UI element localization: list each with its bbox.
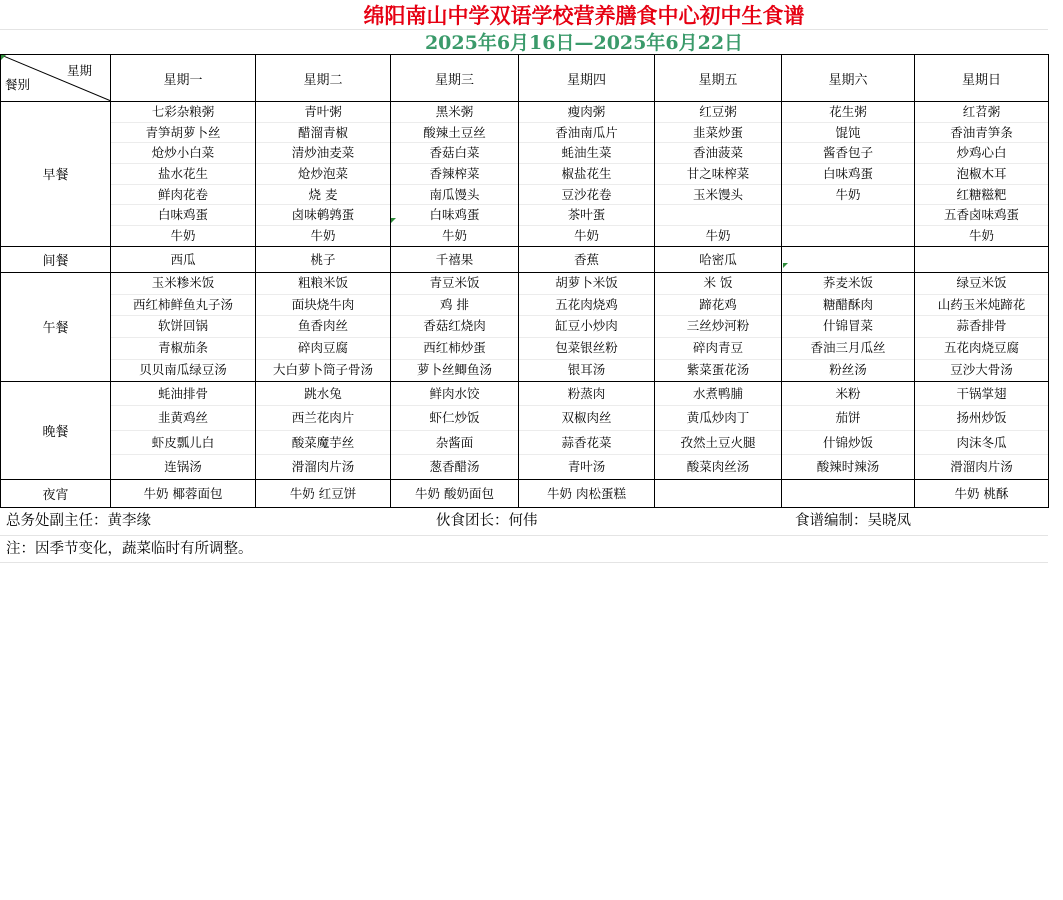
menu-cell: 桃子 [256, 246, 391, 272]
dish-item: 蒜香排骨 [915, 316, 1048, 338]
menu-cell [915, 272, 1049, 381]
dish-item: 韭黄鸡丝 [111, 406, 255, 431]
dish-item: 青椒茄条 [111, 338, 255, 360]
dish-item: 烧 麦 [256, 185, 390, 206]
dish-item: 鲜肉水饺 [391, 382, 518, 407]
date-range: 2025年6月16日—2025年6月22日 [424, 32, 744, 54]
meal-row-breakfast [1, 102, 1049, 247]
dish-item: 鲜肉花卷 [111, 185, 255, 206]
dish-item: 荞麦米饭 [782, 273, 914, 295]
cell-marker-icon [783, 263, 788, 268]
dish-item: 孜然土豆火腿 [655, 431, 781, 456]
page-title: 绵阳南山中学双语学校营养膳食中心初中生食谱 [0, 0, 1048, 30]
dish-item: 五花肉烧豆腐 [915, 338, 1048, 360]
menu-cell [391, 381, 519, 479]
dish-item: 茶叶蛋 [519, 205, 654, 226]
dish-item: 牛奶 [573, 228, 599, 244]
dish-item: 酸菜魔芋丝 [256, 431, 390, 456]
dish-item: 豆沙花卷 [519, 185, 654, 206]
dish-item: 红糖糍粑 [915, 185, 1048, 206]
footnote: 注：因季节变化，蔬菜临时有所调整。 [0, 536, 1048, 563]
dish-item: 水煮鸭脯 [655, 382, 781, 407]
menu-cell [782, 381, 915, 479]
dish-item: 牛奶 [782, 185, 914, 206]
dish-item: 醋溜青椒 [256, 123, 390, 144]
dish-item: 椒盐花生 [519, 164, 654, 185]
menu-cell: 牛奶 红豆饼 [256, 479, 391, 507]
dish-item: 干锅掌翅 [915, 382, 1048, 407]
dish-item: 扬州炒饭 [915, 406, 1048, 431]
dish-item: 豆沙大骨汤 [950, 362, 1013, 377]
dish-item: 酸辣时辣汤 [816, 459, 880, 475]
dish-item: 青叶粥 [256, 102, 390, 123]
day-header: 星期日 [915, 55, 1049, 102]
menu-cell [782, 102, 915, 247]
menu-cell [655, 381, 782, 479]
cell-marker-icon [1, 55, 6, 60]
dish-item: 蒜香花菜 [519, 431, 654, 456]
day-header: 星期三 [391, 55, 519, 102]
dish-item: 肉沫冬瓜 [915, 431, 1048, 456]
dish-item: 米 饭 [655, 273, 781, 295]
menu-cell [391, 272, 519, 381]
dish-item: 虾皮瓢儿白 [111, 431, 255, 456]
menu-cell: 牛奶 肉松蛋糕 [519, 479, 655, 507]
dish-item: 鱼香肉丝 [256, 316, 390, 338]
dish-item: 粉丝汤 [829, 362, 867, 377]
dish-item: 香油南瓜片 [519, 123, 654, 144]
meal-row-dinner [1, 381, 1049, 479]
dish-item: 西红柿炒蛋 [391, 338, 518, 360]
dish-item: 缸豆小炒肉 [519, 316, 654, 338]
day-header: 星期四 [519, 55, 655, 102]
director-name: 总务处副主任：黄李缘 [6, 512, 151, 529]
dish-item: 牛奶 [310, 228, 336, 244]
dish-item: 青笋胡萝卜丝 [111, 123, 255, 144]
corner-meal-label: 餐别 [5, 77, 31, 92]
dish-item: 盐水花生 [111, 164, 255, 185]
menu-cell [655, 272, 782, 381]
dish-item: 牛奶 [968, 228, 994, 244]
dish-item: 米粉 [782, 382, 914, 407]
dish-item: 蚝油生菜 [519, 143, 654, 164]
menu-cell [519, 381, 655, 479]
day-header: 星期二 [256, 55, 391, 102]
menu-cell [111, 102, 256, 247]
dish-item: 五香卤味鸡蛋 [915, 205, 1048, 226]
dish-item: 碎肉青豆 [655, 338, 781, 360]
dish-item: 碎肉豆腐 [256, 338, 390, 360]
dish-item: 青叶汤 [567, 459, 606, 475]
dish-item: 玉米馒头 [655, 185, 781, 206]
menu-cell [782, 479, 915, 507]
menu-cell [915, 102, 1049, 247]
dish-item: 鸡 排 [391, 295, 518, 317]
menu-cell [256, 102, 391, 247]
dish-item: 滑溜肉片汤 [950, 459, 1013, 475]
dish-item: 卤味鹌鹑蛋 [256, 205, 390, 226]
dish-item: 清炒油麦菜 [256, 143, 390, 164]
meal-label: 间餐 [1, 246, 111, 272]
header-row [1, 55, 1049, 102]
menu-cell: 牛奶 桃酥 [915, 479, 1049, 507]
dish-item: 五花肉烧鸡 [519, 295, 654, 317]
menu-cell: 西瓜 [111, 246, 256, 272]
dish-item: 白味鸡蛋 [782, 164, 914, 185]
dish-item: 西兰花肉片 [256, 406, 390, 431]
dish-item: 紫菜蛋花汤 [686, 362, 750, 377]
menu-cell: 香蕉 [519, 246, 655, 272]
dish-item: 什锦冒菜 [782, 316, 914, 338]
meal-row-night [1, 479, 1049, 507]
dish-item: 贝贝南瓜绿豆汤 [139, 362, 227, 377]
dish-item: 粗粮米饭 [256, 273, 390, 295]
dish-item: 西红柿鲜鱼丸子汤 [111, 295, 255, 317]
menu-cell [256, 272, 391, 381]
leader-name: 伙食团长：何伟 [436, 512, 538, 529]
dish-item: 香油三月瓜丝 [782, 338, 914, 360]
menu-cell [391, 102, 519, 247]
meal-label: 夜宵 [1, 479, 111, 507]
dish-item: 泡椒木耳 [915, 164, 1048, 185]
menu-cell: 牛奶 酸奶面包 [391, 479, 519, 507]
menu-cell [915, 381, 1049, 479]
dish-item: 三丝炒河粉 [655, 316, 781, 338]
dish-item: 双椒肉丝 [519, 406, 654, 431]
dish-item: 跳水兔 [256, 382, 390, 407]
dish-item: 葱香醋汤 [429, 459, 480, 475]
menu-cell: 牛奶 椰蓉面包 [111, 479, 256, 507]
dish-item: 香辣榨菜 [391, 164, 518, 185]
menu-cell [655, 102, 782, 247]
dish-item: 软饼回锅 [111, 316, 255, 338]
dish-item: 蚝油排骨 [111, 382, 255, 407]
dish-item: 杂酱面 [391, 431, 518, 456]
dish-item: 茄饼 [782, 406, 914, 431]
day-header: 星期五 [655, 55, 782, 102]
menu-cell: 千禧果 [391, 246, 519, 272]
dish-item: 馄饨 [782, 123, 914, 144]
dish-item: 青豆米饭 [391, 273, 518, 295]
meal-row-lunch [1, 272, 1049, 381]
dish-item: 红苕粥 [915, 102, 1048, 123]
menu-table [0, 54, 1049, 508]
meal-label: 晚餐 [1, 381, 111, 479]
menu-cell [782, 246, 915, 272]
menu-cell [111, 381, 256, 479]
dish-item: 玉米糁米饭 [111, 273, 255, 295]
dish-item [782, 205, 914, 226]
dish-item: 酸辣土豆丝 [391, 123, 518, 144]
menu-cell [519, 102, 655, 247]
dish-item: 牛奶 [170, 228, 196, 244]
dish-item: 粉蒸肉 [519, 382, 654, 407]
dish-item: 南瓜馒头 [391, 185, 518, 206]
dish-item: 瘦肉粥 [519, 102, 654, 123]
dish-item: 胡萝卜米饭 [519, 273, 654, 295]
cell-marker-icon [391, 218, 396, 223]
dish-item: 糖醋酥肉 [782, 295, 914, 317]
dish-item: 萝卜丝鲫鱼汤 [416, 362, 492, 377]
dish-item: 酱香包子 [782, 143, 914, 164]
meal-row-snack [1, 246, 1049, 272]
dish-item: 香菇红烧肉 [391, 316, 518, 338]
dish-item: 甘之味榨菜 [655, 164, 781, 185]
day-header: 星期一 [111, 55, 256, 102]
dish-item: 牛奶 [705, 228, 731, 244]
dish-item: 面块烧牛肉 [256, 295, 390, 317]
menu-cell [782, 272, 915, 381]
menu-cell [256, 381, 391, 479]
menu-cell [915, 246, 1049, 272]
dish-item: 花生粥 [782, 102, 914, 123]
dish-item: 七彩杂粮粥 [111, 102, 255, 123]
day-header: 星期六 [782, 55, 915, 102]
menu-cell [655, 479, 782, 507]
dish-item [655, 205, 781, 226]
dish-item: 滑溜肉片汤 [291, 459, 355, 475]
dish-item: 黄瓜炒肉丁 [655, 406, 781, 431]
dish-item: 包菜银丝粉 [519, 338, 654, 360]
menu-cell [111, 272, 256, 381]
dish-item: 蹄花鸡 [655, 295, 781, 317]
dish-item: 银耳汤 [567, 362, 606, 377]
dish-item: 韭菜炒蛋 [655, 123, 781, 144]
dish-item: 酸菜肉丝汤 [686, 459, 750, 475]
dish-item: 炝炒泡菜 [256, 164, 390, 185]
dish-item: 香菇白菜 [391, 143, 518, 164]
dish-item: 白味鸡蛋 [111, 205, 255, 226]
dish-item: 炒鸡心白 [915, 143, 1048, 164]
dish-item: 大白萝卜筒子骨汤 [272, 362, 373, 377]
dish-item: 虾仁炒饭 [391, 406, 518, 431]
meal-label: 早餐 [1, 102, 111, 247]
corner-week-label: 星期 [66, 63, 92, 78]
meal-label: 午餐 [1, 272, 111, 381]
dish-item: 红豆粥 [655, 102, 781, 123]
dish-item: 香油青笋条 [915, 123, 1048, 144]
menu-cell [519, 272, 655, 381]
footer-signatures [0, 508, 1048, 536]
dish-item: 绿豆米饭 [915, 273, 1048, 295]
dish-item: 牛奶 [441, 228, 467, 244]
dish-item: 炝炒小白菜 [111, 143, 255, 164]
dish-item: 黑米粥 [391, 102, 518, 123]
corner-cell [1, 55, 111, 102]
dish-item: 连锅汤 [164, 459, 202, 475]
dish-item [782, 226, 914, 246]
dish-item: 香油菠菜 [655, 143, 781, 164]
dish-item: 白味鸡蛋 [391, 205, 518, 226]
dish-item: 什锦炒饭 [782, 431, 914, 456]
editor-name: 食谱编制：吴晓凤 [795, 512, 911, 529]
menu-cell: 哈密瓜 [655, 246, 782, 272]
dish-item: 山药玉米炖蹄花 [915, 295, 1048, 317]
